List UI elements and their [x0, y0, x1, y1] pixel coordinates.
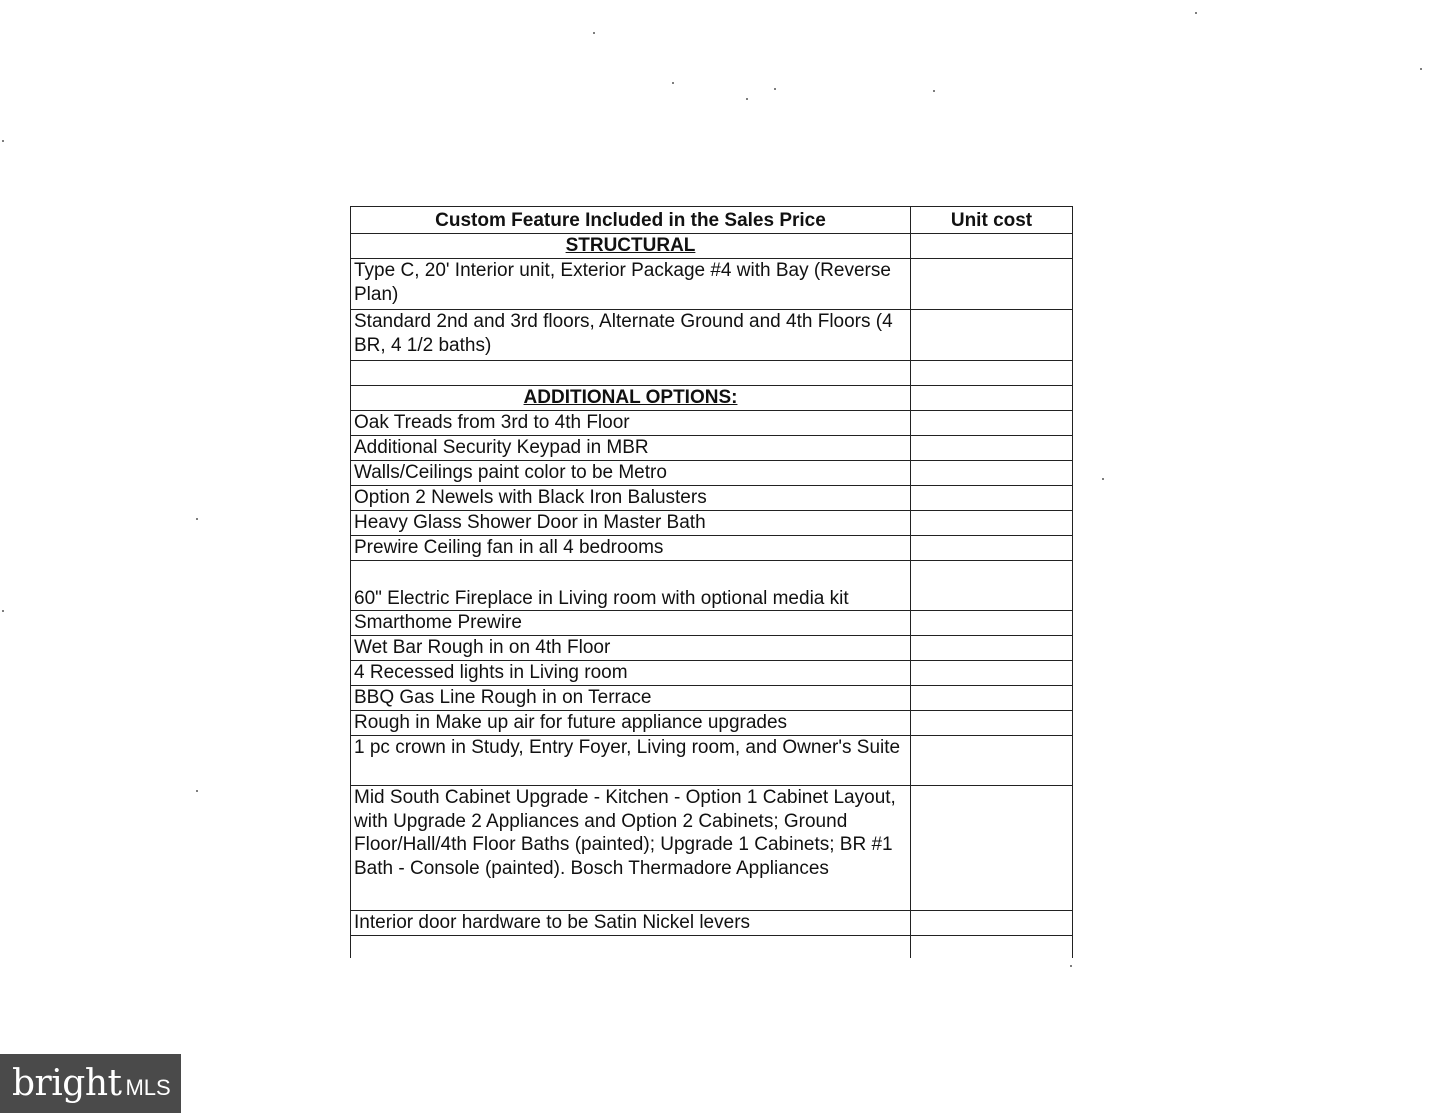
scan-speck [2, 610, 4, 612]
feature-cell: 4 Recessed lights in Living room [351, 661, 911, 686]
watermark-brand: bright [12, 1063, 122, 1104]
section-heading: ADDITIONAL OPTIONS: [351, 386, 911, 411]
unit-cost-cell [911, 536, 1073, 561]
unit-cost-cell [911, 911, 1073, 936]
unit-cost-cell [911, 661, 1073, 686]
feature-cell: Mid South Cabinet Upgrade - Kitchen - Option 1 Cabinet Layout, with Upgrade 2 Appliances and Option 2 Cabinets; Ground Floor/Hall/4th Floor Baths (painted); Upgrade 1 Cabinets; BR #1 Bath - Console (painted). Bosch Thermadore Appliances [351, 786, 911, 911]
feature-cell: Type C, 20' Interior unit, Exterior Package #4 with Bay (Reverse Plan) [351, 259, 911, 310]
scan-speck [746, 98, 748, 100]
table-row [351, 686, 1073, 711]
unit-cost-cell [911, 711, 1073, 736]
unit-cost-cell [911, 386, 1073, 411]
unit-cost-cell [911, 636, 1073, 661]
table-header-row [351, 207, 1073, 234]
feature-cell: Wet Bar Rough in on 4th Floor [351, 636, 911, 661]
unit-cost-cell [911, 786, 1073, 911]
feature-cell [351, 936, 911, 958]
scan-speck [933, 90, 935, 92]
custom-features-table [350, 206, 1073, 958]
unit-cost-cell [911, 234, 1073, 259]
watermark-suffix: MLS [125, 1074, 171, 1100]
unit-cost-cell [911, 361, 1073, 386]
feature-cell: Oak Treads from 3rd to 4th Floor [351, 411, 911, 436]
unit-cost-cell [911, 461, 1073, 486]
table-row [351, 736, 1073, 786]
table-row [351, 611, 1073, 636]
feature-cell: Standard 2nd and 3rd floors, Alternate Ground and 4th Floors (4 BR, 4 1/2 baths) [351, 310, 911, 361]
scan-speck [1102, 478, 1104, 480]
unit-cost-cell [911, 936, 1073, 958]
unit-cost-column-header: Unit cost [911, 207, 1073, 234]
feature-cell: Smarthome Prewire [351, 611, 911, 636]
scan-speck [593, 32, 595, 34]
unit-cost-cell [911, 436, 1073, 461]
table-row [351, 911, 1073, 936]
unit-cost-cell [911, 611, 1073, 636]
unit-cost-cell [911, 736, 1073, 786]
unit-cost-cell [911, 310, 1073, 361]
section-row [351, 386, 1073, 411]
table-row [351, 361, 1073, 386]
feature-cell: Rough in Make up air for future appliance upgrades [351, 711, 911, 736]
unit-cost-cell [911, 259, 1073, 310]
unit-cost-cell [911, 686, 1073, 711]
table-row [351, 786, 1073, 911]
feature-column-header: Custom Feature Included in the Sales Price [351, 207, 911, 234]
table-row [351, 436, 1073, 461]
scan-speck [774, 88, 776, 90]
table-row [351, 310, 1073, 361]
table-row [351, 661, 1073, 686]
feature-cell: Option 2 Newels with Black Iron Balusters [351, 486, 911, 511]
section-row [351, 234, 1073, 259]
table-row [351, 561, 1073, 611]
feature-cell: Walls/Ceilings paint color to be Metro [351, 461, 911, 486]
scan-speck [196, 518, 198, 520]
feature-cell [351, 361, 911, 386]
feature-cell: Heavy Glass Shower Door in Master Bath [351, 511, 911, 536]
unit-cost-cell [911, 411, 1073, 436]
table-row [351, 511, 1073, 536]
scan-speck [672, 82, 674, 84]
feature-cell: Prewire Ceiling fan in all 4 bedrooms [351, 536, 911, 561]
section-heading: STRUCTURAL [351, 234, 911, 259]
feature-cell: Interior door hardware to be Satin Nickel levers [351, 911, 911, 936]
scan-speck [1070, 965, 1072, 967]
table-row [351, 486, 1073, 511]
table-row [351, 259, 1073, 310]
table-row [351, 411, 1073, 436]
bright-mls-watermark [0, 1054, 181, 1113]
scan-speck [1195, 12, 1197, 14]
unit-cost-cell [911, 561, 1073, 611]
table-row [351, 461, 1073, 486]
table-row [351, 536, 1073, 561]
feature-cell: BBQ Gas Line Rough in on Terrace [351, 686, 911, 711]
scan-speck [1420, 68, 1422, 70]
feature-cell: Additional Security Keypad in MBR [351, 436, 911, 461]
unit-cost-cell [911, 486, 1073, 511]
scan-speck [2, 140, 4, 142]
unit-cost-cell [911, 511, 1073, 536]
feature-cell: 1 pc crown in Study, Entry Foyer, Living room, and Owner's Suite [351, 736, 911, 786]
table-row [351, 711, 1073, 736]
table-row [351, 636, 1073, 661]
feature-cell: 60" Electric Fireplace in Living room with optional media kit [351, 561, 911, 611]
scan-speck [196, 790, 198, 792]
table-row [351, 936, 1073, 958]
